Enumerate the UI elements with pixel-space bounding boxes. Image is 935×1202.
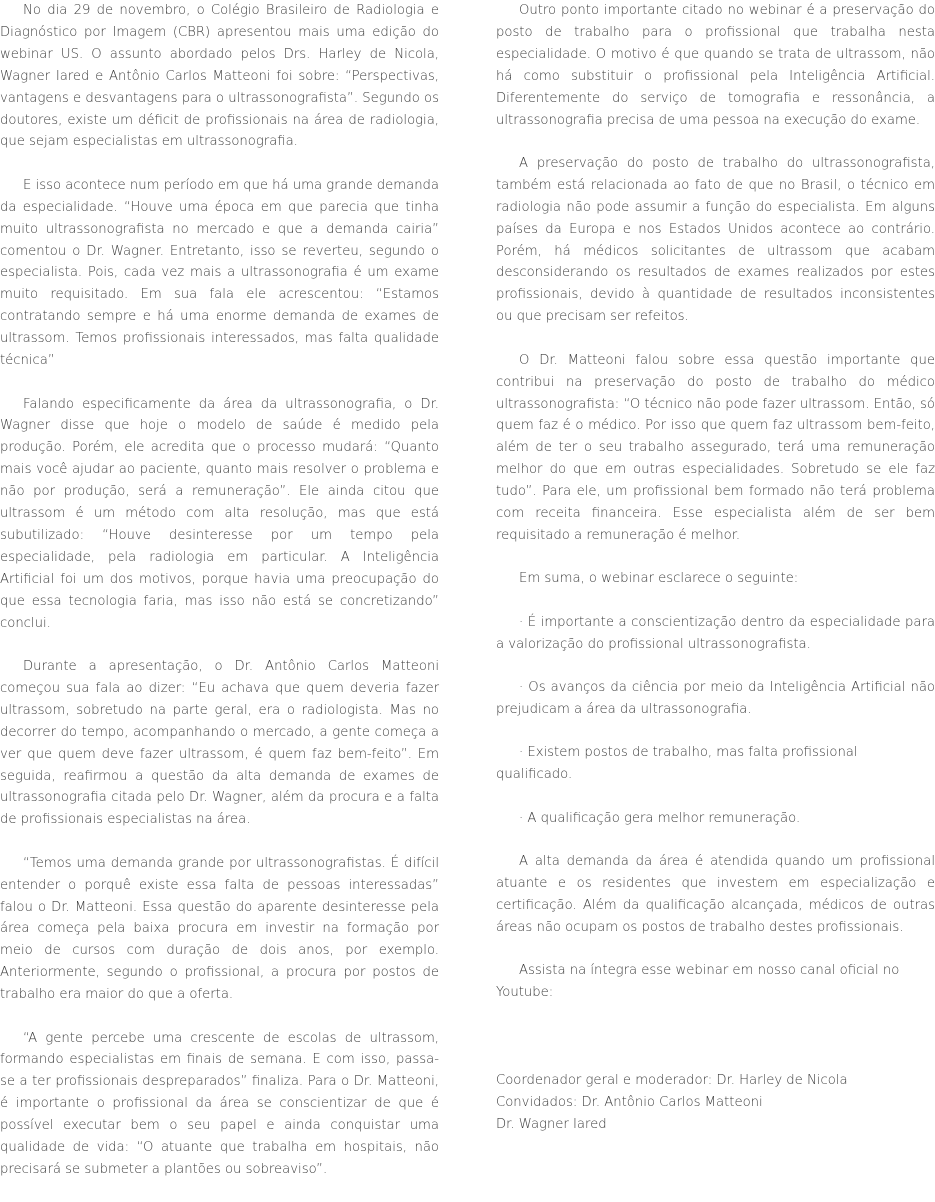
paragraph-high-demand: A alta demanda da área é atendida quando um profissional atuante e os residentes que investem em especialização e certificação. Além da qualificação alcançada, médicos de outras áreas não ocupam os postos de trabalho destes profissionais. [496,854,935,935]
paragraph-production-model: Falando especificamente da área da ultrassonografia, o Dr. Wagner disse que hoje o modelo de saúde é medido pela produção. Porém, ele acredita que o processo mudará: “Quanto mais você ajudar ao paciente, quanto mais resolver o problema e não por produção, será a remuneração”. Ele ainda citou que ultrassom é um método com alta resolução, mas que está subutilizado: “Houve desinteresse por um tempo pela especialidade, pela radiologia em particular. A Inteligência Artificial foi um dos motivos, porque havia uma preocupação do que essa tecnologia faria, mas isso não está se concretizando” conclui. [0,396,439,631]
paragraph-remuneration: O Dr. Matteoni falou sobre essa questão importante que contribui na preservação do posto de trabalho do médico ultrassonografista: “O técnico não pode fazer ultrassom. Então, só quem faz é o médico. Por isso que quem faz ultrassom bem-feito, além de ter o seu trabalho assegurado, terá uma remuneração melhor do que em outras especialidades. Sobretudo se ele faz tudo”. Para ele, um profissional bem formado não terá problema com receita financeira. Esse especialista além de ser bem requisitado a remuneração é melhor. [496,352,935,543]
summary-item-awareness: · É importante a conscientização dentro da especialidade para a valorização do profissional ultrassonografista. [496,614,935,652]
paragraph-job-preservation: Outro ponto importante citado no webinar é a preservação do posto de trabalho para o profissional que trabalha nesta especialidade. O motivo é que quando se trata de ultrassom, não há como substituir o profissional pela Inteligência Artificial. Diferentemente do serviço de tomografia e ressonância, a ultrassonografia precisa de uma pessoa na execução do exame. [496,3,935,128]
paragraph-summary-intro: Em suma, o webinar esclarece o seguinte: [519,571,799,587]
paragraph-matteoni-presentation: Durante a apresentação, o Dr. Antônio Carlos Matteoni começou sua fala ao dizer: “Eu achava que quem deveria fazer ultrassom, sobretudo na parte geral, era o radiologista. Mas no decorrer do tempo, acompanhando o mercado, a gente começa a ver que quem deve fazer ultrassom, é quem faz bem-feito”. Em seguida, reafirmou a questão da alta demanda de exames de ultrassonografia citada pelo Dr. Wagner, além da procura e a falta de profissionais especialistas na área. [0,658,439,828]
left-column [0,0,439,1202]
credits-footer [496,1070,935,1136]
paragraph-shortage: “Temos uma demanda grande por ultrassonografistas. É difícil entender o porquê existe essa falta de pessoas interessadas” falou o Dr. Matteoni. Essa questão do aparente desinteresse pela área começa pela baixa procura em investir na formação por meio de cursos com duração de dois anos, por exemplo. Anteriormente, segundo o profissional, a procura por postos de trabalho era maior do que a oferta. [0,855,439,1003]
paragraph-youtube-cta: Assista na íntegra esse webinar em nosso canal oficial no Youtube: [496,963,900,1001]
summary-item-ai: · Os avanços da ciência por meio da Inteligência Artificial não prejudicam a área da ultrassonografia. [496,680,935,717]
guest-credit-2: Dr. Wagner Iared [496,1116,607,1132]
paragraph-webinar-intro: No dia 29 de novembro, o Colégio Brasileiro de Radiologia e Diagnóstico por Imagem (CBR) apresentou mais uma edição do webinar US. O assunto abordado pelos Drs. Harley de Nicola, Wagner Iared e Antônio Carlos Matteoni foi sobre: “Perspectivas, vantagens e desvantagens para o ultrassonografista”. Segundo os doutores, existe um déficit de profissionais na área de radiologia, que sejam especialistas em ultrassonografia. [0,3,439,150]
paragraph-demand: E isso acontece num período em que há uma grande demanda da especialidade. “Houve uma época em que parecia que tinha muito ultrassonografista no mercado e que a demanda cairia” comentou o Dr. Wagner. Entretanto, isso se reverteu, segundo o especialista. Pois, cada vez mais a ultrassonografia é um exame muito requisitado. Em sua fala ele acrescentou: “Estamos contratando sempre e há uma enorme demanda de exames de ultrassom. Temos profissionais interessados, mas falta qualidade técnica” [0,177,439,369]
summary-item-jobs: · Existem postos de trabalho, mas falta profissional qualificado. [496,745,858,783]
right-column [496,0,935,1026]
paragraph-schools: “A gente percebe uma crescente de escolas de ultrassom, formando especialistas em finais de semana. E com isso, passa-se a ter profissionais despreparados” finaliza. Para o Dr. Matteoni, é importante o profissional da área se conscientizar de que é possível executar bem o seu papel e ainda conquistar uma qualidade de vida: “O atuante que trabalha em hospitais, não precisará se submeter a plantões ou sobreaviso”. [0,1030,439,1177]
summary-item-qualification: · A qualificação gera melhor remuneração. [519,810,801,826]
guests-credit: Convidados: Dr. Antônio Carlos Matteoni [496,1094,763,1110]
coordinator-credit: Coordenador geral e moderador: Dr. Harley de Nicola [496,1073,848,1088]
paragraph-technician-role: A preservação do posto de trabalho do ultrassonografista, também está relacionada ao fato de que no Brasil, o técnico em radiologia não pode assumir a função do especialista. Em alguns países da Europa e nos Estados Unidos acontece ao contrário. Porém, há médicos solicitantes de ultrassom que acabam desconsiderando os resultados de exames realizados por estes profissionais, devido à quantidade de resultados inconsistentes ou que precisam ser refeitos. [496,155,935,325]
